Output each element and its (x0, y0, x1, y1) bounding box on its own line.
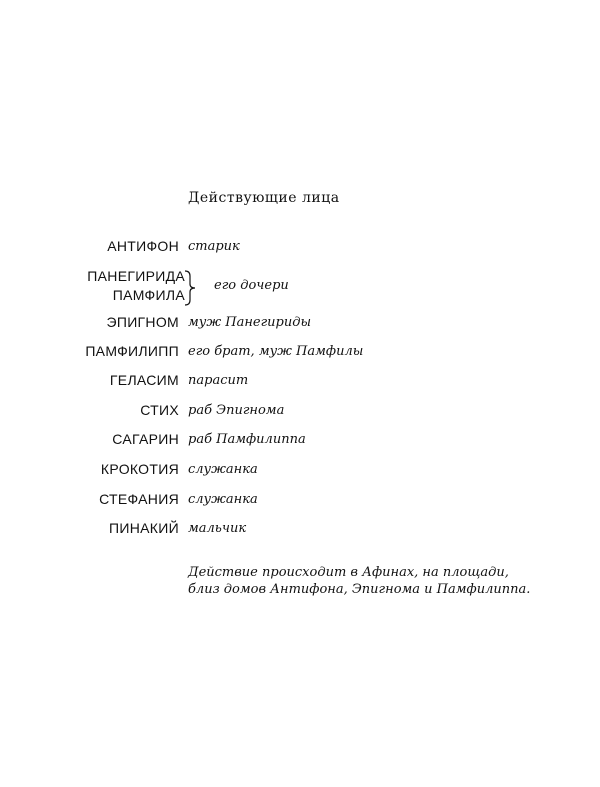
cast-entry-antifon (0, 238, 600, 258)
character-name: СТЕФАНИЯ (99, 491, 179, 507)
character-role: парасит (188, 373, 249, 388)
character-role: служанка (188, 462, 258, 477)
cast-entry-krokotiya (0, 461, 600, 481)
character-name: САГАРИН (112, 431, 179, 447)
character-role: мальчик (188, 521, 247, 536)
setting-line: близ домов Антифона, Эпигнома и Памфилиппа. (188, 582, 531, 597)
character-role: муж Панегириды (188, 315, 312, 330)
brace-icon (183, 270, 197, 306)
cast-entry-stikh (0, 402, 600, 422)
cast-entry-pamfilipp (0, 343, 600, 363)
character-name: ПАНЕГИРИДА (87, 268, 185, 284)
character-name: ПАМФИЛИПП (85, 343, 179, 359)
character-name: ПАМФИЛА (112, 287, 185, 303)
page-title: Действующие лица (188, 190, 340, 206)
cast-entry-stefaniya (0, 491, 600, 511)
character-name: АНТИФОН (107, 238, 179, 254)
character-role: раб Памфилиппа (188, 432, 306, 447)
character-name: КРОКОТИЯ (100, 461, 179, 477)
character-name: ЭПИГНОМ (106, 314, 179, 330)
cast-entry-sagarin (0, 431, 600, 451)
cast-entry-gelasim (0, 372, 600, 392)
character-name: СТИХ (140, 402, 179, 418)
character-name: ПИНАКИЙ (109, 520, 179, 536)
character-name: ГЕЛАСИМ (109, 372, 179, 388)
character-role: его дочери (214, 278, 289, 293)
cast-entry-epignom (0, 314, 600, 334)
setting-line: Действие происходит в Афинах, на площади, (188, 565, 509, 580)
setting-note (188, 564, 530, 598)
character-role: раб Эпигнома (188, 403, 285, 418)
cast-entry-pinakiy (0, 520, 600, 540)
cast-entry-daughters (0, 266, 600, 306)
character-role: его брат, муж Памфилы (188, 344, 364, 359)
character-role: старик (188, 239, 240, 254)
character-role: служанка (188, 492, 258, 507)
